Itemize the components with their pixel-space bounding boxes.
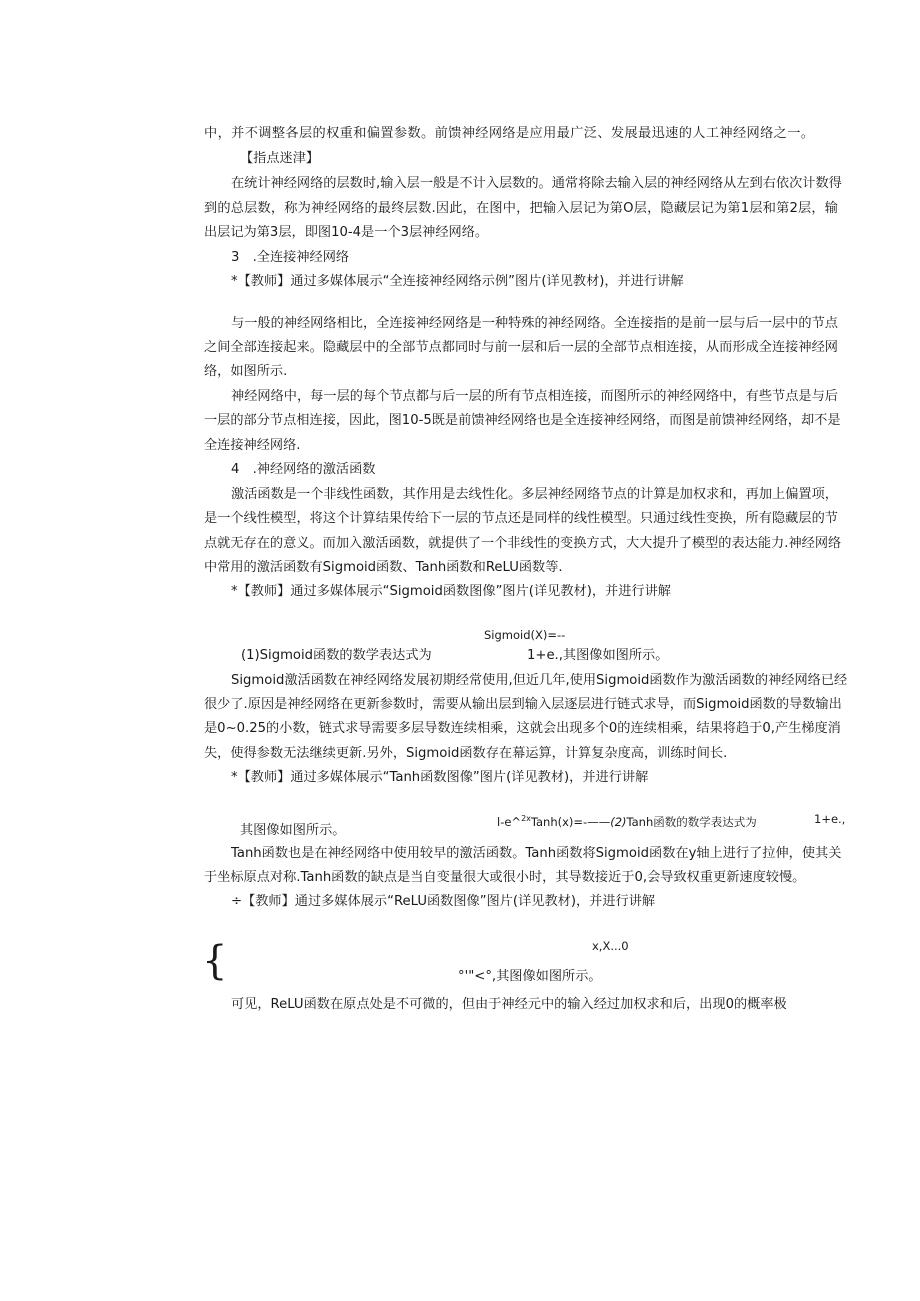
section-heading: 3 .全连接神经网络: [231, 250, 350, 265]
teacher-note: *【教师】通过多媒体展示“Tanh函数图像”图片(详见教材)，并进行讲解: [231, 770, 649, 785]
paragraph-line: 络，如图所示.: [204, 364, 288, 379]
paragraph-line: 一层的部分节点相连接，因此，图10-5既是前馈神经网络也是全连接神经网络，而图是前馈神经网络，却不是: [204, 413, 841, 428]
paragraph-line: 出层记为第3层，即图10-4是一个3层神经网络。: [204, 225, 489, 240]
tanh-formula-part: l-e^: [497, 814, 522, 829]
paragraph-line: 于坐标原点对称.Tanh函数的缺点是当自变量很大或很小时，其导数接近于0,会导致权重更新速度较慢。: [204, 870, 806, 885]
paragraph-line: 之间全部连接起来。隐藏层中的全部节点都同时与前一层和后一层的全部节点相连接，从而形成全连接神经网: [204, 340, 838, 355]
section-heading: 4 .神经网络的激活函数: [231, 462, 376, 477]
tanh-formula-tail: 1+e.,: [814, 812, 846, 826]
tanh-formula-sup: 2x: [521, 814, 531, 823]
paragraph-line: 全连接神经网络.: [204, 438, 301, 453]
relu-case: °'"<°,其图像如图所示。: [458, 969, 602, 984]
tanh-formula-part: Tanh函数的数学表达式为: [626, 814, 757, 829]
sigmoid-formula: Sigmoid(X)=--: [484, 628, 566, 642]
teacher-note: *【教师】通过多媒体展示“全连接神经网络示例”图片(详见教材)，并进行讲解: [231, 274, 684, 289]
tanh-image-note: 其图像如图所示。: [240, 823, 346, 838]
paragraph-line: 是一个线性模型，将这个计算结果传给下一层的节点还是同样的线性模型。只通过线性变换，所有隐藏层的节: [204, 511, 838, 526]
relu-case: x,X...0: [592, 939, 629, 953]
teacher-note: *【教师】通过多媒体展示“Sigmoid函数图像”图片(详见教材)，并进行讲解: [231, 584, 671, 599]
paragraph-line: 失，使得参数无法继续更新.另外，Sigmoid函数存在幕运算，计算复杂度高，训练时间长.: [204, 746, 728, 761]
paragraph-line: 可见，ReLU函数在原点处是不可微的，但由于神经元中的输入经过加权求和后，出现0的概率极: [231, 997, 787, 1012]
tanh-formula: [497, 810, 757, 831]
paragraph-line: 中常用的激活函数有Sigmoid函数、Tanh函数和ReLU函数等.: [204, 560, 563, 575]
tanh-formula-part: Tanh(x)=-——: [530, 814, 611, 829]
tanh-formula-part: (2): [610, 814, 627, 829]
sigmoid-expression-tail: 1+e.,其图像如图所示。: [527, 648, 669, 663]
paragraph-line: 激活函数是一个非线性函数，其作用是去线性化。多层神经网络节点的计算是加权求和，再加上偏置项，: [231, 487, 838, 502]
paragraph-line: 在统计神经网络的层数时,输入层一般是不计入层数的。通常将除去输入层的神经网络从左到右依次计数得: [231, 176, 842, 191]
paragraph-line: Sigmoid激活函数在神经网络发展初期经常使用,但近几年,使用Sigmoid函数作为激活函数的神经网络已经: [231, 673, 848, 688]
relu-brace: {: [202, 938, 228, 984]
tip-heading: 【指点迷津】: [240, 151, 320, 166]
paragraph-line: 与一般的神经网络相比，全连接神经网络是一种特殊的神经网络。全连接指的是前一层与后一层中的节点: [231, 316, 838, 331]
paragraph-line: Tanh函数也是在神经网络中使用较早的激活函数。Tanh函数将Sigmoid函数在y轴上进行了拉伸，使其关: [231, 846, 842, 861]
paragraph-line: 神经网络中，每一层的每个节点都与后一层的所有节点相连接，而图所示的神经网络中，有些节点是与后: [231, 389, 838, 404]
teacher-note: ÷【教师】通过多媒体展示“ReLU函数图像”图片(详见教材)，并进行讲解: [231, 894, 656, 909]
paragraph-line: 到的总层数，称为神经网络的最终层数.因此，在图中，把输入层记为第O层，隐藏层记为第1层和第2层，输: [204, 201, 838, 216]
paragraph-line: 中，并不调整各层的权重和偏置参数。前馈神经网络是应用最广泛、发展最迅速的人工神经网络之一。: [204, 126, 814, 141]
paragraph-line: 点就无存在的意义。而加入激活函数，就提供了一个非线性的变换方式，大大提升了模型的表达能力.神经网络: [204, 536, 842, 551]
paragraph-line: 很少了.原因是神经网络在更新参数时，需要从输出层到输入层逐层进行链式求导，而Sigmoid函数的导数输出: [204, 697, 842, 712]
paragraph-line: 是0~0.25的小数，链式求导需要多层导数连续相乘，这就会出现多个0的连续相乘，结果将趋于0,产生梯度消: [204, 721, 841, 736]
sigmoid-expression-label: (1)Sigmoid函数的数学表达式为: [241, 648, 432, 663]
